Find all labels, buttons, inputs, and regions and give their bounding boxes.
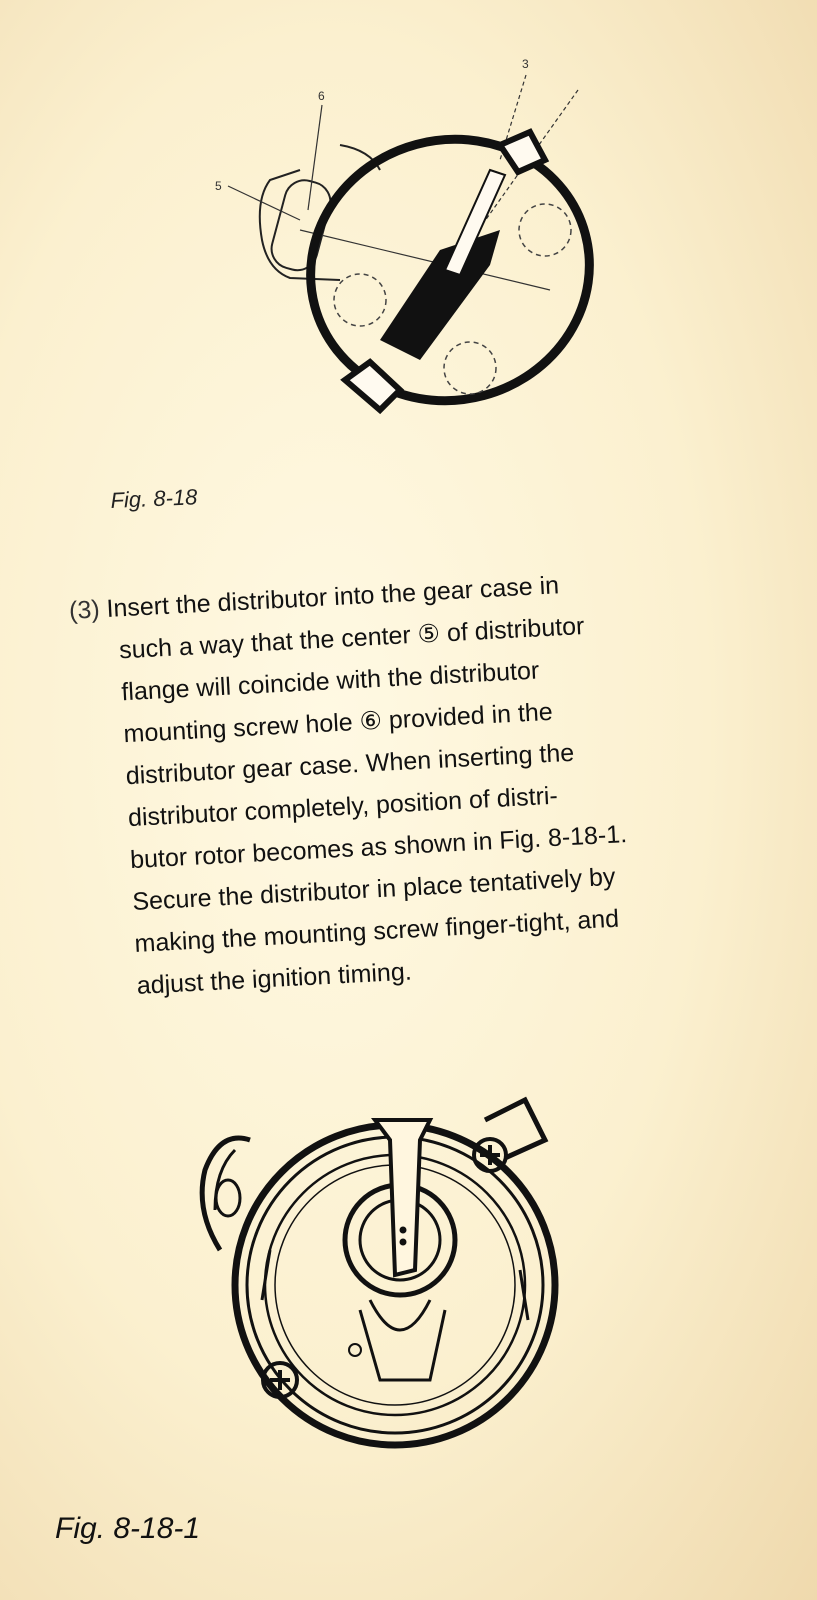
step-line: Secure the distributor in place tentatively by bbox=[131, 862, 617, 917]
step-line: Insert the distributor into the gear case in bbox=[105, 571, 560, 623]
step-line: flange will coincide with the distributor bbox=[120, 656, 540, 707]
step-number: (3) bbox=[68, 595, 101, 625]
figure-caption: Fig. 8-18-1 bbox=[55, 1512, 201, 1545]
figure-caption: Fig. 8-18 bbox=[110, 484, 198, 513]
step-line: mounting screw hole ⑥ provided in the bbox=[122, 697, 554, 749]
callout-5: 5 bbox=[215, 179, 222, 193]
step-line: making the mounting screw finger-tight, and bbox=[133, 904, 620, 958]
distributor-alignment-diagram bbox=[200, 50, 620, 430]
step-line: distributor completely, position of distri- bbox=[127, 781, 559, 833]
distributor-rotor-diagram bbox=[180, 1080, 580, 1480]
step-line: adjust the ignition timing. bbox=[136, 957, 413, 1000]
step-line: distributor gear case. When inserting the bbox=[125, 738, 575, 791]
step-line: butor rotor becomes as shown in Fig. 8-18-1. bbox=[129, 820, 628, 875]
step-line: such a way that the center ⑤ of distributor bbox=[118, 612, 586, 665]
instruction-step bbox=[68, 554, 779, 1010]
callout-6: 6 bbox=[318, 89, 325, 103]
callout-3: 3 bbox=[522, 57, 529, 71]
